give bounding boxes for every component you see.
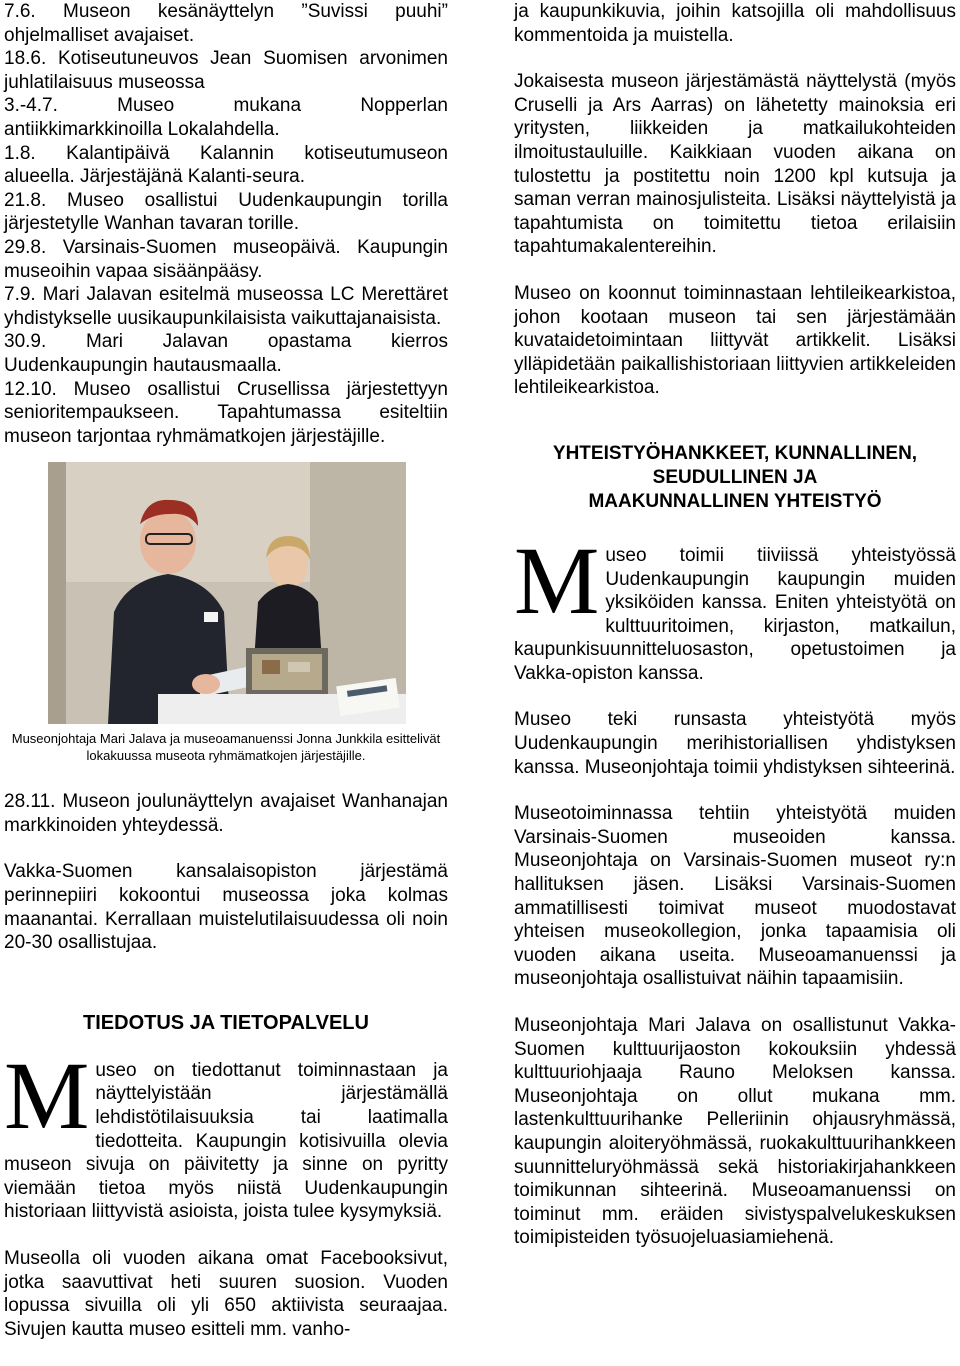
facebook-paragraph: Museolla oli vuoden aikana omat Facebooksivut, jotka saavuttivat heti suuren suosion. Vuoden lopussa sivuilla oli yli 650 aktiivista seuraajaa. Sivujen kautta museo esitteli mm. vanho- <box>4 1248 448 1340</box>
event-item: 3.-4.7. Museo mukana Nopperlan antiikkimarkkinoilla Lokalahdella. <box>4 95 448 140</box>
event-item: 1.8. Kalantipäivä Kalannin kotiseutumuseon alueella. Järjestäjänä Kalanti-seura. <box>4 142 448 188</box>
event-item: 21.8. Museo osallistui Uudenkaupungin torilla järjestetylle Wanhan tavaran torille. <box>4 189 448 235</box>
paragraph-continued: ja kaupunkikuvia, joihin katsojilla oli mahdollisuus kommentoida ja muistella. <box>514 1 956 46</box>
paragraph-kulttuuri: Museonjohtaja Mari Jalava on osallistunut Vakka-Suomen kulttuurijaoston kokouksiin yhdessä kulttuuriohjaaja Rauno Meloksen kanssa. Museonjohtaja on ollut mukana mm. lastenkulttuurihanke Pelleriinin ohjausryhmässä, kaupungin aloiteryöhmässä, ruokakulttuurihankkeen suunnitteluryöhmässä sekä historiakirjahankkeen toimikunnan sihteerinä. Museoamanuenssi on toiminut mm. eräiden sivistyspalvelukeskuksen toimipisteiden työsuojeluasiamiehenä. <box>514 1015 956 1249</box>
tiedotus-text: useo on tiedottanut toiminnastaan ja näyttelyistään järjestämällä lehdistötilaisuuksia tai laatimalla tiedotteita. Kaupungin kotisivuilla olevia museon sivuja on päivitetty ja sinne on pyritty viemään tietoa myös niistä Uudenkaupungin historiaan liittyvistä asioista, joista tulee kysymyksiä. <box>4 1059 448 1223</box>
left-column <box>4 0 448 1341</box>
event-item: 28.11. Museon joulunäyttelyn avajaiset Wanhanajan markkinoiden yhteydessä. <box>4 791 448 836</box>
tiedotus-section <box>4 1041 448 1342</box>
heading-line: YHTEISTYÖHANKKEET, KUNNALLINEN, <box>552 442 918 464</box>
paragraph-vakka: Vakka-Suomen kansalaisopiston järjestämä perinnepiiri kokoontui museossa joka kolmas maanantai. Kerrallaan muistelutilaisuudessa oli noin 20-30 osallistujaa. <box>4 861 448 954</box>
tiedotus-paragraph <box>4 1041 448 1224</box>
paragraph-merihistoriallinen: Museo teki runsasta yhteistyötä myös Uudenkaupungin merihistoriallisen yhdistyksen kanssa. Museonjohtaja toimii yhdistyksen sihteerinä. <box>514 709 956 778</box>
paragraph-jokaisesta: Jokaisesta museon järjestämästä näyttelystä (myös Cruselli ja Ars Aarras) on lähetetty mainoksia eri yritysten, liikkeiden ja matkailukohteiden ilmoitustauluille. Kaikkiaan vuoden aikana on tulostettu ja postitettu noin 1200 kpl kutsuja ja saman verran mainosjulisteita. Lisäksi näyttelyistä ja tapahtumista on toimitettu tietoa erilaisiin tapahtumakalentereihin. <box>514 71 956 258</box>
right-column <box>514 0 956 1250</box>
yhteistyo-text: useo toimii tiiviissä yhteistyössä Uudenkaupungin kaupungin muiden yksiköiden kanssa. Eniten yhteistyötä on kulttuuritoimen, kirjaston, matkailun, kaupunkisuunnitteluosaston, opetustoimen ja Vakka-opiston kanssa. <box>514 544 956 684</box>
photo-caption: Museonjohtaja Mari Jalava ja museoamanuenssi Jonna Junkkila esittelivät lokakuussa museota ryhmämatkojen järjestäjille. <box>11 731 441 764</box>
paragraph-varsinais: Museotoiminnassa tehtiin yhteistyötä muiden Varsinais-Suomen museoiden kanssa. Museonjohtaja on Varsinais-Suomen museot ry:n hallituksen jäsen. Lisäksi Varsinais-Suomen ammatillisesti toimivat museot muodostavat yhteisen museokollegion, jonka tapaamisia oli vuoden aikana useita. Museoamanuenssi ja museonjohtaja osallistuivat näihin tapaamisiin. <box>514 803 956 990</box>
event-item: 29.8. Varsinais-Suomen museopäivä. Kaupungin museoihin vapaa sisäänpääsy. <box>4 236 448 282</box>
yhteistyo-paragraph <box>514 526 956 686</box>
heading-line: MAAKUNNALLINEN YHTEISTYÖ <box>588 490 882 512</box>
section-heading-tiedotus: TIEDOTUS JA TIETOPALVELU <box>83 1011 369 1034</box>
drop-cap: M <box>4 1041 90 1149</box>
paragraph-lehtileike: Museo on koonnut toiminnastaan lehtileikearkistoa, johon kootaan museon tai sen järjestämään kuvataidetoimintaan liittyvät artikkelit. Lisäksi ylläpidetään paikallishistoriaan liittyvien artikkeleiden lehtileikearkistoa. <box>514 282 956 399</box>
museum-photo <box>48 462 406 724</box>
section-heading-yhteistyo <box>514 442 956 514</box>
photo-image <box>48 462 406 724</box>
drop-cap: M <box>514 526 600 634</box>
heading-line: SEUDULLINEN JA <box>652 466 818 488</box>
event-item: 18.6. Kotiseutuneuvos Jean Suomisen arvonimen juhlatilaisuus museossa <box>4 48 448 93</box>
event-item: 7.6. Museon kesänäyttelyn ”Suvissi puuhi” ohjelmalliset avajaiset. <box>4 1 448 46</box>
event-item: 7.9. Mari Jalavan esitelmä museossa LC Merettäret yhdistykselle uusikaupunkilaisista vaikuttajanaisista. <box>4 284 448 329</box>
event-item: 12.10. Museo osallistui Crusellissa järjestettyyn senioritempaukseen. Tapahtumassa esiteltiin museon tarjontaa ryhmämatkojen järjestäjille. <box>4 378 448 447</box>
event-item: 30.9. Mari Jalavan opastama kierros Uudenkaupungin hautausmaalla. <box>4 331 448 376</box>
